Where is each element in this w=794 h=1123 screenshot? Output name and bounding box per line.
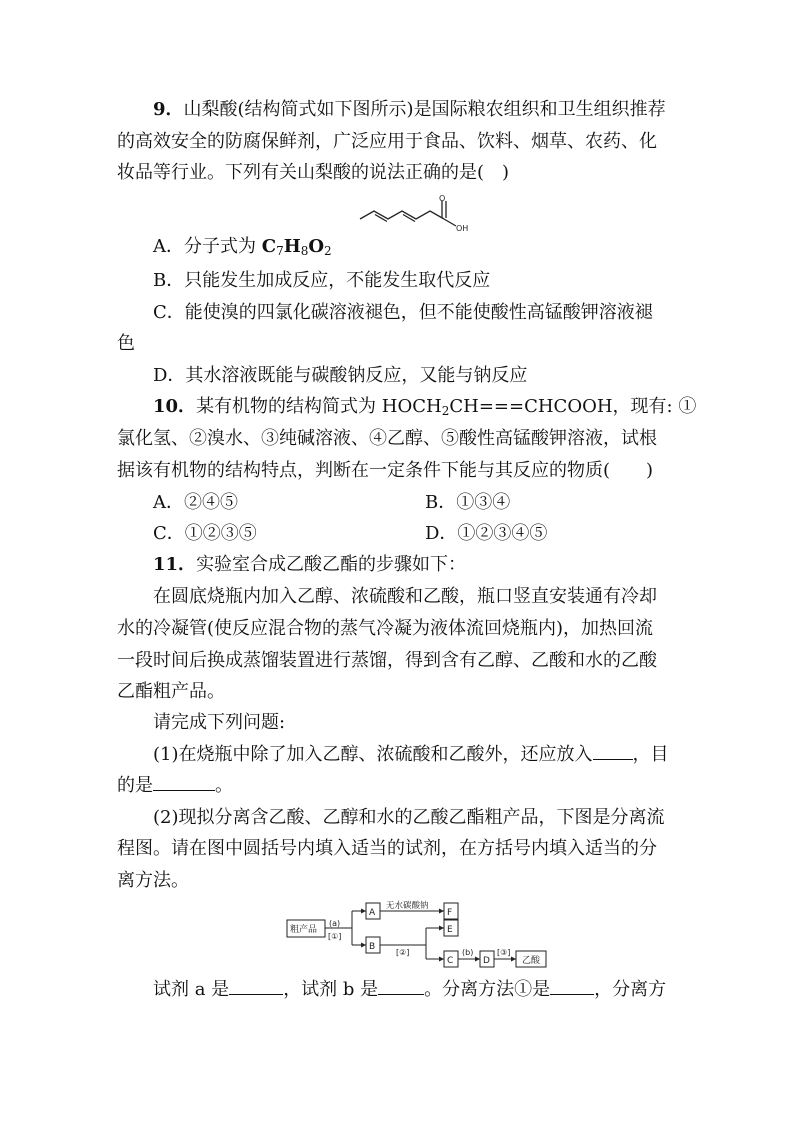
q11-para-1: 在圆底烧瓶内加入乙醇、浓硫酸和乙酸，瓶口竖直安装通有冷却 <box>153 586 657 607</box>
q11-sub1-text-d: 。 <box>215 775 233 796</box>
formula-h-count: 8 <box>300 244 309 258</box>
q11-para-4: 乙酯粗产品。 <box>117 681 225 702</box>
answer-blank-reagent-b[interactable] <box>378 976 424 995</box>
q10-option-d: D．①②③④⑤ <box>425 523 548 544</box>
q10-option-c: C．①②③⑤ <box>153 523 257 544</box>
q11-sub1-text-c: 的是 <box>117 775 153 796</box>
q10-number: 10． <box>153 396 197 417</box>
q11-number: 11． <box>153 554 197 575</box>
answer-blank-method-1[interactable] <box>550 976 594 995</box>
box-b-label: B <box>369 942 376 952</box>
formula-o-count: 2 <box>324 244 332 258</box>
q11-sub1-line-1 <box>153 740 669 770</box>
q11-answer-text-c: 。分离方法①是 <box>424 979 551 1000</box>
q11-line-1 <box>153 550 466 580</box>
q10-formula-tail: CH===CHCOOH，现有: ① <box>449 396 697 417</box>
q11-sub1-text-a: (1)在烧瓶中除了加入乙醇、浓硫酸和乙酸外，还应放入 <box>153 744 593 765</box>
q10-option-a: A．②④⑤ <box>153 492 238 513</box>
box-e-label: E <box>447 925 453 935</box>
q11-sub1-line-2 <box>117 771 233 801</box>
answer-blank-purpose[interactable] <box>153 772 215 791</box>
q9-option-d: D．其水溶液既能与碳酸钠反应，又能与钠反应 <box>153 365 528 386</box>
anhydrous-na2co3-label: 无水碳酸钠 <box>386 901 429 911</box>
q10-option-b: B．①③④ <box>425 492 511 513</box>
answer-blank-reagent-a[interactable] <box>229 976 283 995</box>
q10-line-2: 氯化氢、②溴水、③纯碱溶液、④乙醇、⑤酸性高锰酸钾溶液，试根 <box>117 428 657 449</box>
q10-formula-start: 某有机物的结构简式为 HOCH <box>196 396 442 417</box>
q11-answer-text-d: ，分离方 <box>594 979 667 1000</box>
box-f-label: F <box>447 908 453 918</box>
q9-formula <box>262 236 332 257</box>
q11-sub2-line-3: 离方法。 <box>117 870 189 891</box>
answer-blank-additive[interactable] <box>593 741 633 760</box>
method-1-label: [①] <box>328 932 342 941</box>
separation-flowchart <box>286 897 552 969</box>
reagent-a-label: (a) <box>329 919 341 928</box>
box-a-label: A <box>369 908 376 918</box>
q11-answer-text-a: 试剂 a 是 <box>153 979 230 1000</box>
method-3-label: [③] <box>497 948 511 957</box>
q11-prompt: 请完成下列问题: <box>153 712 286 733</box>
q9-option-b: B．只能发生加成反应，不能发生取代反应 <box>153 270 491 291</box>
box-c-label: C <box>447 956 454 966</box>
q10-line-3: 据该有机物的结构特点，判断在一定条件下能与其反应的物质( ) <box>117 460 654 481</box>
q11-answer-line <box>153 975 666 1005</box>
oh-label: OH <box>456 224 469 233</box>
q9-line-3: 妆品等行业。下列有关山梨酸的说法正确的是( ) <box>117 162 510 183</box>
q11-answer-text-b: ，试剂 b 是 <box>283 979 379 1000</box>
q9-option-a <box>153 232 332 262</box>
formula-h: H <box>283 236 301 257</box>
formula-c-count: 7 <box>276 244 284 258</box>
formula-c: C <box>261 236 277 257</box>
q11-sub2-line-2: 程图。请在图中圆括号内填入适当的试剂，在方括号内填入适当的分 <box>117 838 657 859</box>
q10-formula-sub: 2 <box>441 404 450 418</box>
q9-option-a-prefix: A．分子式为 <box>153 236 262 257</box>
q11-para-3: 一段时间后换成蒸馏装置进行蒸馏，得到含有乙醇、乙酸和水的乙酸 <box>117 650 657 671</box>
method-2-label: [②] <box>396 948 410 957</box>
q11-para-2: 水的冷凝管(使反应混合物的蒸气冷凝为液体流回烧瓶内)，加热回流 <box>117 618 654 639</box>
q9-stem-1: 山梨酸(结构简式如下图所示)是国际粮农组织和卫生组织推荐 <box>183 99 666 120</box>
q10-line-1 <box>153 392 696 422</box>
q9-line-1 <box>153 95 666 125</box>
crude-product-label: 粗产品 <box>290 925 318 935</box>
q9-line-2: 的高效安全的防腐保鲜剂，广泛应用于食品、饮料、烟草、农药、化 <box>117 131 657 152</box>
q9-option-c-1: C．能使溴的四氯化碳溶液褪色，但不能使酸性高锰酸钾溶液褪 <box>153 302 653 323</box>
q9-number: 9． <box>153 99 184 120</box>
formula-o: O <box>308 236 325 257</box>
box-d-label: D <box>483 956 490 966</box>
reagent-b-label: (b) <box>462 948 474 957</box>
oxygen-label: O <box>439 195 446 203</box>
acetic-acid-label: 乙酸 <box>522 956 541 966</box>
q11-sub1-text-b: ，目 <box>632 744 669 765</box>
q11-title: 实验室合成乙酸乙酯的步骤如下： <box>196 554 467 575</box>
sorbic-acid-structure <box>356 195 476 235</box>
q9-option-c-2: 色 <box>117 333 135 354</box>
q11-sub2-line-1: (2)现拟分离含乙酸、乙醇和水的乙酸乙酯粗产品，下图是分离流 <box>153 807 665 828</box>
